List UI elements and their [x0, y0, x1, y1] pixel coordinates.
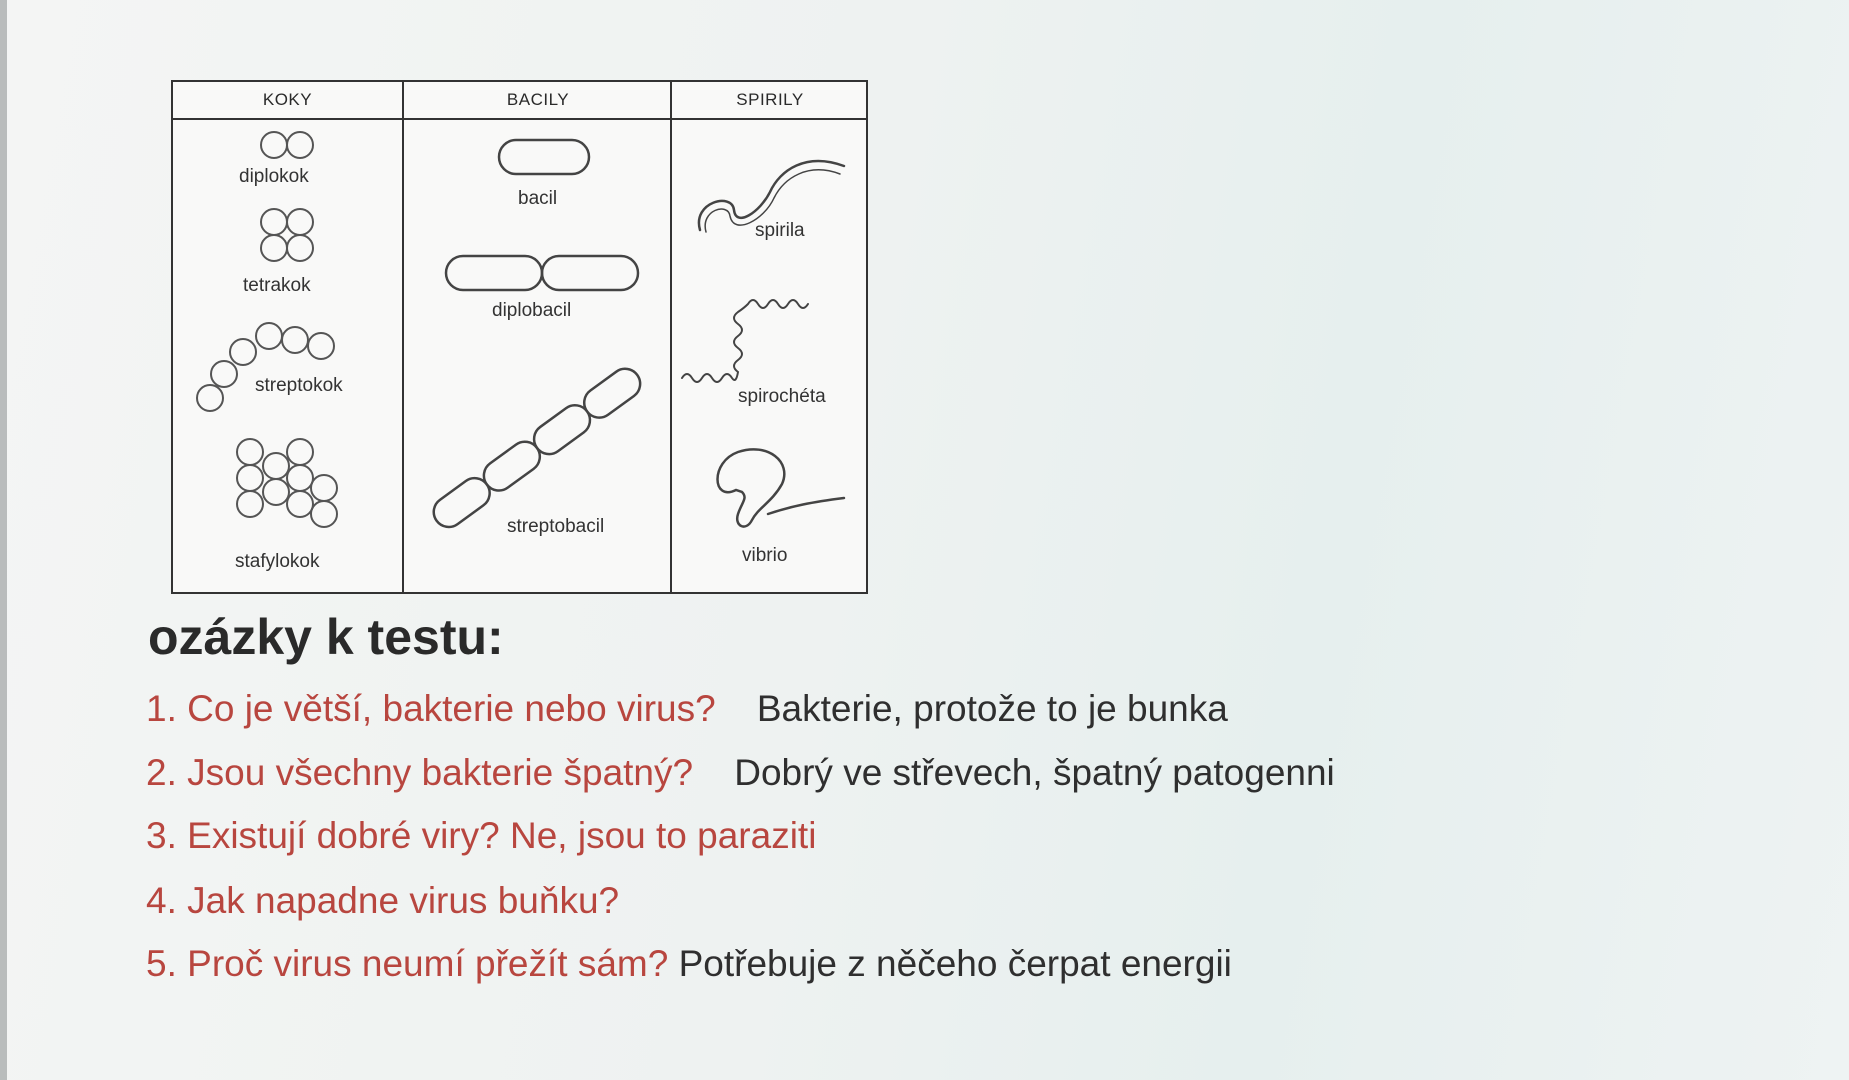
label-streptobacil: streptobacil — [507, 516, 605, 537]
column-koky — [173, 82, 402, 592]
question-item — [146, 943, 1232, 985]
spirily-illustrations — [672, 82, 868, 592]
diplobacil-illustration — [446, 256, 638, 290]
label-tetrakok: tetrakok — [243, 275, 311, 296]
label-streptokok: streptokok — [255, 375, 343, 396]
question-text: 1. Co je větší, bakterie nebo virus? — [146, 688, 716, 729]
label-diplokok: diplokok — [239, 166, 309, 187]
slide-edge — [0, 0, 7, 1080]
answer-text: Ne, jsou to paraziti — [510, 815, 817, 856]
bacteria-shapes-table — [171, 80, 868, 594]
question-item — [146, 752, 1335, 794]
spirochaeta-illustration — [682, 300, 808, 382]
question-item — [146, 688, 1228, 730]
koky-illustrations — [173, 82, 402, 592]
question-text: 3. Existují dobré viry? — [146, 815, 500, 856]
question-text: 4. Jak napadne virus buňku? — [146, 880, 620, 921]
header-koky: KOKY — [173, 82, 402, 120]
question-text: 2. Jsou všechny bakterie špatný? — [146, 752, 694, 793]
header-bacily: BACILY — [404, 82, 672, 120]
diplokok-illustration — [261, 132, 313, 158]
label-stafylokok: stafylokok — [235, 551, 320, 572]
vibrio-illustration — [718, 449, 845, 526]
stafylokok-illustration — [237, 439, 337, 527]
column-spirily — [670, 82, 868, 592]
label-spirila: spirila — [755, 220, 805, 241]
label-vibrio: vibrio — [742, 545, 788, 566]
bacil-illustration — [499, 140, 589, 174]
page-heading: ozázky k testu: — [148, 609, 504, 665]
question-item — [146, 815, 816, 857]
answer-text: Potřebuje z něčeho čerpat energii — [678, 943, 1232, 984]
label-diplobacil: diplobacil — [492, 300, 572, 321]
label-bacil: bacil — [518, 188, 558, 209]
header-spirily: SPIRILY — [672, 82, 868, 120]
question-text: 5. Proč virus neumí přežít sám? — [146, 943, 669, 984]
streptobacil-illustration — [428, 363, 646, 533]
answer-text: Bakterie, protože to je bunka — [756, 688, 1228, 729]
label-spirochaeta: spirochéta — [738, 386, 826, 407]
question-item — [146, 880, 619, 922]
streptokok-illustration — [197, 323, 334, 411]
tetrakok-illustration — [261, 209, 313, 261]
answer-text: Dobrý ve střevech, špatný patogenni — [734, 752, 1335, 793]
column-bacily — [402, 82, 672, 592]
